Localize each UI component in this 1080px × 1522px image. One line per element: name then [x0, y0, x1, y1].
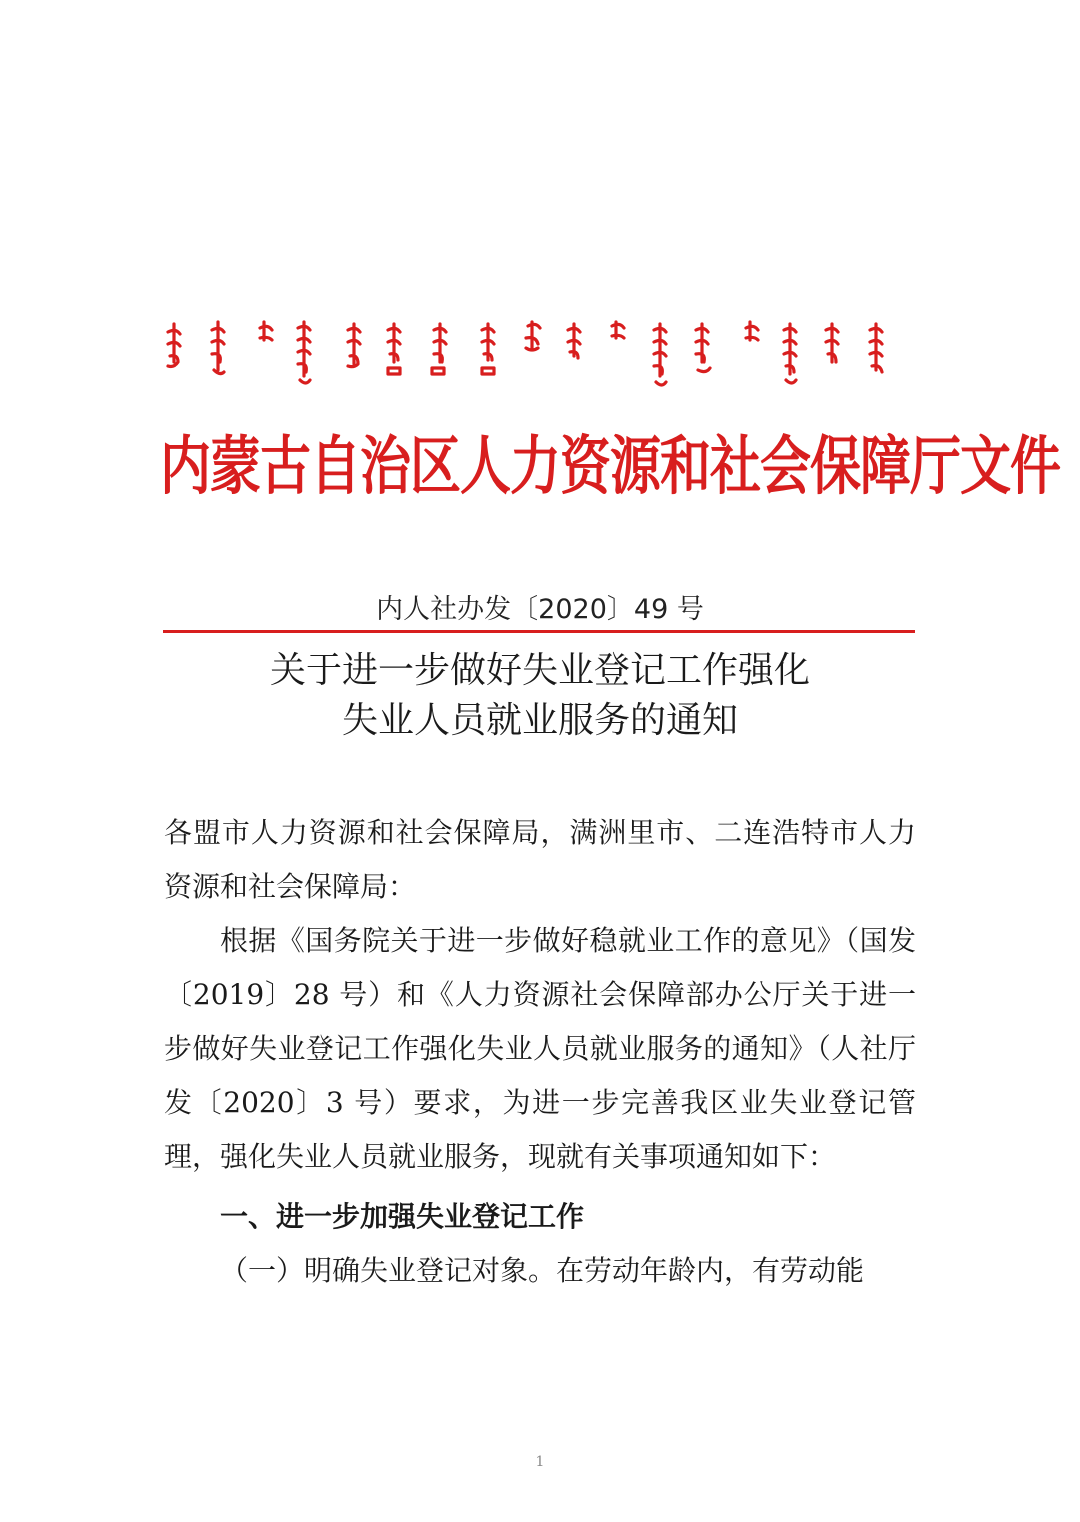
section-item: （一）明确失业登记对象。在劳动年龄内，有劳动能 [220, 1254, 865, 1287]
document-number: 内人社办发〔2020〕49 号 [376, 594, 704, 625]
mongolian-script-header [160, 318, 920, 398]
page-number: 1 [535, 1454, 545, 1470]
notice-title-line-2: 失业人员就业服务的通知 [341, 700, 738, 741]
section-heading: 一、进一步加强失业登记工作 [220, 1200, 585, 1233]
organization-title: 内蒙古自治区人力资源和社会保障厅文件 [160, 430, 1061, 505]
document-body [164, 806, 916, 1298]
body-paragraph: 根据《国务院关于进一步做好稳就业工作的意见》（国发〔2019〕28 号）和《人力资源社会保障部办公厅关于进一步做好失业登记工作强化失业人员就业服务的通知》（人社厅发〔2020〕3 号）要求，为进一步完善我区业失业登记管理，强化失业人员就业服务，现就有关事项通知如下： [164, 924, 916, 1173]
notice-title-line-1: 关于进一步做好失业登记工作强化 [269, 650, 810, 691]
notice-title [160, 646, 920, 746]
red-divider-line [163, 630, 915, 633]
salutation: 各盟市人力资源和社会保障局，满洲里市、二连浩特市人力资源和社会保障局： [164, 816, 916, 903]
